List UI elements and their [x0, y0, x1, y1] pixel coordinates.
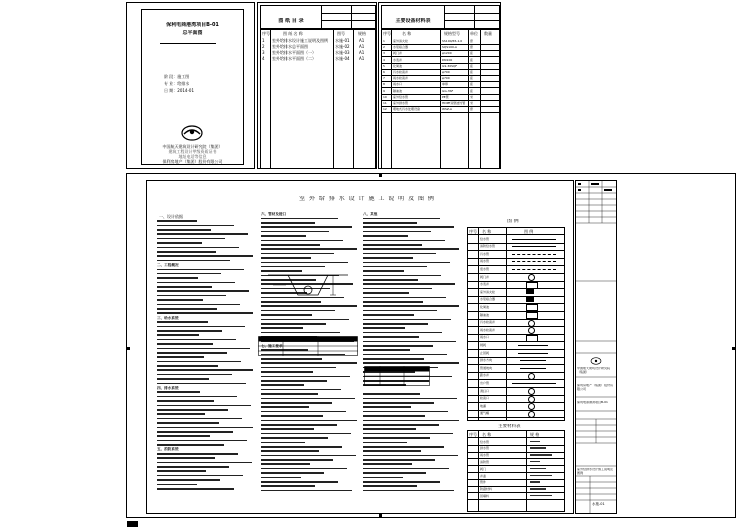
drawing-list-title: 图 纸 目 录 [278, 18, 304, 24]
title-block-grid [576, 181, 616, 513]
equipment-no: 2 [383, 45, 385, 50]
center-mark-bottom [379, 514, 382, 517]
equipment-unit: 座 [470, 57, 474, 62]
notes-line [363, 225, 459, 229]
table-row [382, 94, 499, 100]
drawing-list-col-header: 序号 [262, 31, 270, 36]
notes-line: 三、给水系统 [157, 315, 179, 320]
equipment-name: 阀门井 [393, 51, 403, 56]
notes-column-2 [261, 212, 365, 504]
material-col-header: 名 称 [482, 432, 492, 437]
equipment-spec: PE管 [442, 94, 449, 99]
cover-institute-name: 中国航天建筑设计研究院（集团） [162, 144, 223, 149]
legend-symbol-icon [512, 383, 556, 384]
title-block-drawing-no: 水施-01 [592, 502, 605, 506]
notes-line [363, 247, 459, 251]
material-table [467, 430, 565, 512]
notes-line [157, 487, 265, 491]
table-row [382, 44, 499, 50]
equipment-no: 3 [383, 51, 385, 56]
legend-symbol-icon [512, 269, 556, 270]
table-row [382, 100, 499, 106]
material-spec-mark [530, 495, 552, 497]
equipment-unit: 座 [470, 88, 474, 93]
legend-row [468, 410, 564, 419]
table-row: 室外给排水设计施工说明及图例 [272, 38, 328, 43]
equipment-no: 7 [383, 76, 385, 81]
equipment-col-header: 序号 [383, 31, 391, 36]
equipment-no: 9 [383, 88, 385, 93]
equipment-unit: 座 [470, 63, 474, 68]
legend-label: 雨水检查井 [480, 327, 496, 332]
table-row: 室外给排水平面图（二） [272, 56, 316, 61]
equipment-no: 5 [383, 63, 385, 68]
equipment-unit: 套 [470, 39, 474, 43]
legend-symbol-icon [512, 239, 556, 240]
notes-line: 二、工程概况 [157, 262, 179, 267]
equipment-no: 11 [383, 101, 387, 105]
legend-label: 地漏 [480, 403, 487, 408]
material-spec-mark [530, 447, 546, 449]
notes-line: 八、其他 [363, 212, 378, 216]
legend-label: 检查口 [480, 396, 490, 401]
notes-line [261, 489, 365, 493]
legend-label: 废水管 [480, 266, 490, 271]
equipment-spec: φ1200 [442, 51, 452, 56]
equipment-name: 污水检查井 [393, 70, 409, 74]
equipment-unit: 套 [470, 45, 474, 50]
cover-project-title: 保利电商港湾项目B-01 [166, 22, 219, 28]
table-row [382, 57, 499, 63]
equipment-unit: 座 [470, 51, 474, 56]
legend-label: 闸阀 [480, 342, 487, 347]
center-mark-left [127, 347, 130, 350]
equipment-list-sheet [378, 2, 501, 169]
material-label: 消防管 [480, 459, 490, 464]
legend-title: 图 例 [507, 219, 519, 224]
equipment-spec: SS100/65-1.0 [442, 39, 463, 43]
notes-line: 五、消防系统 [157, 447, 179, 452]
legend-label: 出户管 [480, 380, 490, 385]
equipment-spec: HDPE双壁波纹管 [442, 101, 466, 105]
legend-label: 管道坡向 [480, 365, 493, 370]
legend-label: 水泵接合器 [480, 297, 496, 302]
cover-owner-name: 保利房地产（集团）股份有限公司 [162, 159, 223, 164]
table-row [382, 75, 499, 81]
legend-symbol-icon [518, 345, 548, 346]
equipment-name: 水表井 [393, 57, 403, 62]
material-label: 回填料 [480, 493, 490, 498]
drawing-list-col-header: 图号 [337, 31, 345, 36]
equipment-header-block [381, 5, 500, 29]
cover-info-row: 专 业：给排水 [164, 81, 190, 86]
title-block-project: 保利电商港湾项目B-01 [577, 401, 608, 404]
material-spec-mark [530, 461, 540, 463]
table-row [382, 69, 499, 75]
equipment-name: 室外排水管 [393, 101, 409, 105]
table-row [382, 38, 499, 44]
equipment-col-header: 单位 [470, 31, 478, 36]
equipment-spec: DN100 [442, 57, 453, 62]
legend-label: 排水方向 [480, 358, 493, 363]
equipment-unit: 座 [470, 82, 474, 87]
equipment-no: 10 [383, 94, 387, 99]
equipment-spec: WSZ-A [442, 107, 452, 112]
equipment-col-header: 数量 [484, 31, 492, 36]
equipment-no: 8 [383, 82, 385, 87]
material-title: 主要材料表 [498, 424, 521, 429]
institute-logo-icon [179, 125, 205, 141]
valve-table [364, 366, 430, 386]
cover-info-row: 日 期：2014-01 [164, 88, 194, 93]
legend-symbol-icon [526, 297, 534, 302]
table-row: 室外给排水总平面图 [272, 44, 308, 49]
notes-heading: 一、设计依据 [159, 214, 183, 219]
legend-label: 污水管 [480, 251, 490, 256]
legend-label: 阀门井 [480, 274, 490, 279]
material-label: 给水管 [480, 439, 490, 444]
notes-line: 四、排水系统 [157, 385, 179, 390]
equipment-no: 12 [383, 107, 387, 112]
title-block-owner: 保利房地产（集团）股份有限公司 [577, 384, 614, 391]
legend-symbol-icon [520, 368, 546, 369]
notes-line [363, 489, 459, 493]
sheet-title: 室 外 给 排 水 设 计 施 工 说 明 及 图 例 [299, 196, 435, 202]
notes-line: 七、施工要求 [261, 343, 283, 348]
title-block-drawing-name: 室外给排水设计施工说明及图例 [577, 468, 614, 475]
corner-mark [127, 521, 138, 527]
legend-symbol-icon [526, 289, 534, 294]
equipment-unit: 座 [470, 76, 474, 81]
notes-line [363, 304, 459, 308]
equipment-name: 雨水检查井 [393, 76, 409, 81]
legend-label: 雨水管 [480, 259, 490, 264]
equipment-name: 室外消火栓 [393, 39, 409, 43]
equipment-spec: GG-3SF [442, 88, 454, 93]
material-row [468, 492, 564, 500]
material-spec-mark [530, 441, 540, 443]
legend-symbol-icon [512, 246, 556, 247]
title-block-company: 中国航天建筑设计研究院（集团） [577, 367, 611, 374]
drawing-list-header-block [260, 5, 376, 29]
design-notes-sheet [126, 173, 736, 518]
legend-symbol-icon [512, 261, 556, 262]
legend-label: 跌水井 [480, 373, 490, 378]
drawing-list-sheet [257, 2, 377, 169]
notes-line [363, 282, 459, 286]
material-col-header: 序号 [469, 432, 477, 437]
title-block [575, 180, 617, 514]
equipment-spec: G9-30SQF [442, 63, 458, 68]
legend-label: 隔油池 [480, 312, 490, 317]
equipment-list-title: 主要设备材料表 [395, 18, 431, 24]
cover-inner-frame [141, 9, 244, 165]
equipment-name: 水泵接合器 [393, 45, 409, 50]
material-label: 防腐材料 [480, 487, 493, 492]
table-row [382, 88, 499, 94]
center-mark-top [379, 174, 382, 177]
legend-label: 止回阀 [480, 350, 490, 355]
equipment-unit: 座 [470, 70, 474, 74]
table-row [382, 81, 499, 87]
notes-column-1 [157, 219, 265, 503]
table-row [382, 50, 499, 56]
material-label: 管件 [480, 480, 487, 485]
table-row: 1 [262, 38, 265, 43]
table-row [382, 63, 499, 69]
material-spec-mark [530, 488, 546, 490]
material-label: 雨水管 [480, 453, 490, 458]
equipment-table [381, 29, 500, 169]
equipment-unit: 米 [470, 94, 474, 99]
legend-label: 污水检查井 [480, 320, 496, 325]
equipment-name: 埋地式污水处理设备 [393, 107, 421, 112]
material-label: 阀门 [480, 466, 487, 471]
legend-col-header: 序号 [469, 229, 477, 234]
table-row: 4 [262, 56, 265, 61]
material-spec-mark [530, 468, 546, 470]
equipment-spec: φ700 [442, 76, 450, 81]
trench-section-diagram [268, 267, 348, 301]
legend-symbol-icon [528, 411, 535, 418]
equipment-name: 隔油池 [393, 88, 403, 93]
notes-line: 六、管材及接口 [261, 212, 287, 216]
legend-symbol-icon [520, 360, 546, 361]
table-row: 3 [262, 50, 265, 55]
notes-line [261, 247, 365, 251]
equipment-name: 化粪池 [393, 63, 403, 68]
notes-line [157, 232, 265, 236]
table-row: 室外给排水平面图（一） [272, 50, 316, 55]
equipment-no: 4 [383, 57, 385, 62]
notes-line [157, 254, 265, 258]
legend-label: 水表井 [480, 282, 490, 287]
material-spec-mark [530, 481, 540, 483]
equipment-name: 室外给水管 [393, 94, 409, 99]
drawing-list-table: 序号 图 纸 名 称 图号 规格 1 室外给排水设计施工说明及图例 水施-01 A1 2 室外给排水总平面图 水施-02 A1 3 室外给排水平面图（一） 水施-03 A1 4 室外给排水平面图（二） 水施-04 A1 [260, 29, 376, 169]
equipment-col-header: 名 称 [402, 31, 412, 36]
center-mark-right [732, 347, 735, 350]
legend-symbol-icon [512, 254, 556, 255]
legend-col-header: 名 称 [482, 229, 492, 234]
cover-institute-line: 地址电话等信息 [178, 154, 207, 159]
table-row [382, 106, 499, 112]
legend-symbol-icon [518, 353, 548, 354]
legend-label: 化粪池 [480, 304, 490, 309]
notes-line [261, 304, 365, 308]
legend-label: 给水管 [480, 236, 490, 241]
drawing-list-col-header: 图 纸 名 称 [283, 31, 303, 36]
material-label: 排水管 [480, 446, 490, 451]
cover-info-row: 阶 段：施工图 [164, 74, 190, 79]
notes-column-3 [363, 212, 459, 504]
company-logo-icon [590, 357, 602, 365]
legend-table [467, 227, 565, 421]
legend-label: 雨水口 [480, 335, 490, 340]
equipment-spec: φ700 [442, 70, 450, 74]
legend-label: 室外消火栓 [480, 289, 496, 294]
notes-line [157, 311, 265, 315]
equipment-unit: 套 [470, 107, 474, 112]
material-spec-mark [530, 475, 552, 477]
cover-institute-line: 建筑工程设计甲级资质证书 [168, 149, 217, 154]
equipment-no: 1 [383, 39, 385, 43]
legend-label: 消防给水管 [480, 244, 496, 249]
material-spec-mark [530, 454, 552, 456]
cover-sheet [126, 2, 255, 169]
cover-subtitle: 总平面图 [182, 30, 203, 36]
equipment-col-header: 规格型号 [444, 31, 460, 36]
notes-line [261, 225, 365, 229]
equipment-no: 6 [383, 70, 385, 74]
material-label: 井盖 [480, 473, 487, 478]
equipment-unit: 米 [470, 101, 474, 105]
equipment-name: 雨水口 [393, 82, 403, 87]
pipe-depth-table [258, 336, 358, 356]
material-col-header: 规 格 [530, 432, 540, 437]
legend-label: 清扫口 [480, 388, 490, 393]
drawing-list-col-header: 规格 [358, 31, 366, 36]
notes-line [157, 289, 265, 293]
legend-label: 通气帽 [480, 411, 490, 416]
legend-col-header: 图 例 [524, 229, 534, 234]
equipment-spec: SQS100-A [442, 45, 457, 50]
table-row: 2 [262, 44, 265, 49]
equipment-spec: 单箅 [442, 82, 449, 87]
